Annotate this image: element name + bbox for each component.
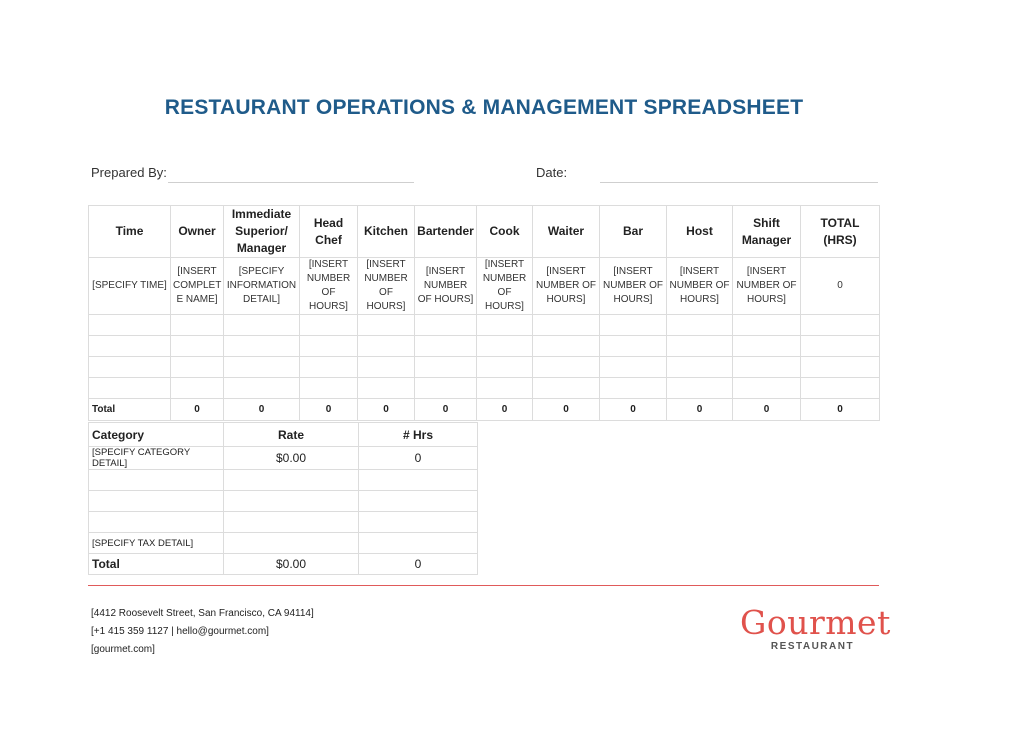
category-total-hrs: 0 bbox=[359, 554, 478, 575]
empty-cell[interactable] bbox=[733, 336, 801, 357]
empty-cell bbox=[801, 378, 880, 399]
logo-wordmark: Gourmet bbox=[740, 603, 891, 642]
table-row bbox=[89, 357, 880, 378]
list-item bbox=[89, 470, 478, 491]
staff-hours-table bbox=[88, 205, 880, 421]
date-label: Date: bbox=[536, 165, 568, 180]
empty-cell[interactable] bbox=[89, 491, 224, 512]
rate-cell[interactable]: $0.00 bbox=[224, 447, 359, 470]
cell-owner[interactable]: [INSERT COMPLET E NAME] bbox=[171, 258, 224, 315]
empty-cell[interactable] bbox=[300, 336, 358, 357]
empty-cell[interactable] bbox=[533, 357, 600, 378]
logo-subtitle: RESTAURANT bbox=[770, 641, 855, 652]
header-hrs: # Hrs bbox=[359, 423, 478, 447]
footer-contact: [+1 415 359 1127 | hello@gourmet.com] bbox=[91, 626, 269, 637]
empty-cell[interactable] bbox=[477, 315, 533, 336]
cell-kitchen[interactable]: [INSERT NUMBER OF HOURS] bbox=[358, 258, 415, 315]
footer-address: [4412 Roosevelt Street, San Francisco, CA 94114] bbox=[91, 608, 314, 619]
empty-cell[interactable] bbox=[224, 315, 300, 336]
header-time: Time bbox=[89, 206, 171, 258]
header-bartender: Bartender bbox=[415, 206, 477, 258]
list-item bbox=[89, 491, 478, 512]
total-owner: 0 bbox=[171, 399, 224, 421]
total-host: 0 bbox=[667, 399, 733, 421]
cell-head-chef[interactable]: [INSERT NUMBER OF HOURS] bbox=[300, 258, 358, 315]
table-row bbox=[89, 315, 880, 336]
empty-cell[interactable] bbox=[415, 378, 477, 399]
table-row bbox=[89, 336, 880, 357]
empty-cell[interactable] bbox=[600, 315, 667, 336]
empty-cell[interactable] bbox=[89, 336, 171, 357]
empty-cell[interactable] bbox=[358, 315, 415, 336]
empty-cell[interactable] bbox=[415, 336, 477, 357]
empty-cell[interactable] bbox=[667, 315, 733, 336]
empty-cell[interactable] bbox=[415, 315, 477, 336]
category-detail-cell[interactable]: [SPECIFY CATEGORY DETAIL] bbox=[89, 447, 224, 470]
empty-cell[interactable] bbox=[477, 378, 533, 399]
cell-cook[interactable]: [INSERT NUMBER OF HOURS] bbox=[477, 258, 533, 315]
cell-time[interactable]: [SPECIFY TIME] bbox=[89, 258, 171, 315]
empty-cell[interactable] bbox=[359, 470, 478, 491]
hrs-cell[interactable]: 0 bbox=[359, 447, 478, 470]
header-immediate-superior: Immediate Superior/ Manager bbox=[224, 206, 300, 258]
empty-cell[interactable] bbox=[358, 336, 415, 357]
empty-cell[interactable] bbox=[171, 315, 224, 336]
cell-bartender[interactable]: [INSERT NUMBER OF HOURS] bbox=[415, 258, 477, 315]
empty-cell[interactable] bbox=[415, 357, 477, 378]
empty-cell[interactable] bbox=[224, 357, 300, 378]
prepared-by-field[interactable] bbox=[168, 182, 414, 183]
table-row bbox=[89, 378, 880, 399]
empty-cell[interactable] bbox=[171, 378, 224, 399]
empty-cell[interactable] bbox=[667, 357, 733, 378]
category-total-label: Total bbox=[89, 554, 224, 575]
empty-cell[interactable] bbox=[733, 315, 801, 336]
empty-cell[interactable] bbox=[600, 336, 667, 357]
list-item bbox=[89, 512, 478, 533]
header-bar: Bar bbox=[600, 206, 667, 258]
page-title: RESTAURANT OPERATIONS & MANAGEMENT SPREADSHEET bbox=[164, 96, 804, 119]
date-field[interactable] bbox=[600, 182, 878, 183]
header-kitchen: Kitchen bbox=[358, 206, 415, 258]
cell-immediate-superior[interactable]: [SPECIFY INFORMATION DETAIL] bbox=[224, 258, 300, 315]
totals-row bbox=[89, 399, 880, 421]
total-cook: 0 bbox=[477, 399, 533, 421]
empty-cell[interactable] bbox=[358, 378, 415, 399]
empty-cell[interactable] bbox=[171, 336, 224, 357]
empty-cell[interactable] bbox=[600, 378, 667, 399]
empty-cell[interactable] bbox=[89, 357, 171, 378]
total-kitchen: 0 bbox=[358, 399, 415, 421]
empty-cell[interactable] bbox=[300, 378, 358, 399]
cell-waiter[interactable]: [INSERT NUMBER OF HOURS] bbox=[533, 258, 600, 315]
empty-cell[interactable] bbox=[224, 470, 359, 491]
empty-cell[interactable] bbox=[224, 491, 359, 512]
cell-host[interactable]: [INSERT NUMBER OF HOURS] bbox=[667, 258, 733, 315]
empty-cell[interactable] bbox=[533, 315, 600, 336]
empty-cell[interactable] bbox=[359, 491, 478, 512]
empty-cell[interactable] bbox=[224, 533, 359, 554]
category-table bbox=[88, 422, 478, 575]
empty-cell[interactable] bbox=[667, 336, 733, 357]
totals-label: Total bbox=[89, 399, 171, 421]
empty-cell[interactable] bbox=[89, 315, 171, 336]
empty-cell[interactable] bbox=[533, 336, 600, 357]
total-head-chef: 0 bbox=[300, 399, 358, 421]
gourmet-logo bbox=[740, 603, 891, 652]
total-waiter: 0 bbox=[533, 399, 600, 421]
empty-cell[interactable] bbox=[300, 357, 358, 378]
cell-shift-manager[interactable]: [INSERT NUMBER OF HOURS] bbox=[733, 258, 801, 315]
total-bartender: 0 bbox=[415, 399, 477, 421]
footer-website: [gourmet.com] bbox=[91, 644, 155, 655]
empty-cell[interactable] bbox=[224, 378, 300, 399]
empty-cell[interactable] bbox=[733, 357, 801, 378]
empty-cell bbox=[801, 357, 880, 378]
empty-cell[interactable] bbox=[171, 357, 224, 378]
header-head-chef: Head Chef bbox=[300, 206, 358, 258]
header-cook: Cook bbox=[477, 206, 533, 258]
empty-cell[interactable] bbox=[89, 470, 224, 491]
empty-cell[interactable] bbox=[89, 378, 171, 399]
empty-cell[interactable] bbox=[300, 315, 358, 336]
empty-cell bbox=[801, 315, 880, 336]
header-category: Category bbox=[89, 423, 224, 447]
tax-detail-cell[interactable]: [SPECIFY TAX DETAIL] bbox=[89, 533, 224, 554]
list-item bbox=[89, 447, 478, 470]
empty-cell bbox=[801, 336, 880, 357]
empty-cell[interactable] bbox=[89, 512, 224, 533]
table-header-row bbox=[89, 206, 880, 258]
empty-cell[interactable] bbox=[358, 357, 415, 378]
list-item bbox=[89, 533, 478, 554]
header-rate: Rate bbox=[224, 423, 359, 447]
header-host: Host bbox=[667, 206, 733, 258]
empty-cell[interactable] bbox=[477, 336, 533, 357]
total-immediate-superior: 0 bbox=[224, 399, 300, 421]
cell-bar[interactable]: [INSERT NUMBER OF HOURS] bbox=[600, 258, 667, 315]
empty-cell[interactable] bbox=[359, 512, 478, 533]
category-header-row bbox=[89, 423, 478, 447]
divider bbox=[88, 585, 879, 586]
cell-total-hrs: 0 bbox=[801, 258, 880, 315]
prepared-by-label: Prepared By: bbox=[91, 165, 167, 180]
empty-cell[interactable] bbox=[224, 512, 359, 533]
category-total-rate: $0.00 bbox=[224, 554, 359, 575]
empty-cell[interactable] bbox=[359, 533, 478, 554]
empty-cell[interactable] bbox=[477, 357, 533, 378]
empty-cell[interactable] bbox=[533, 378, 600, 399]
total-shift-manager: 0 bbox=[733, 399, 801, 421]
empty-cell[interactable] bbox=[224, 336, 300, 357]
empty-cell[interactable] bbox=[600, 357, 667, 378]
total-bar: 0 bbox=[600, 399, 667, 421]
empty-cell[interactable] bbox=[733, 378, 801, 399]
category-total-row bbox=[89, 554, 478, 575]
header-waiter: Waiter bbox=[533, 206, 600, 258]
header-shift-manager: Shift Manager bbox=[733, 206, 801, 258]
empty-cell[interactable] bbox=[667, 378, 733, 399]
table-row bbox=[89, 258, 880, 315]
total-total-hrs: 0 bbox=[801, 399, 880, 421]
header-owner: Owner bbox=[171, 206, 224, 258]
header-total-hrs: TOTAL (HRS) bbox=[801, 206, 880, 258]
